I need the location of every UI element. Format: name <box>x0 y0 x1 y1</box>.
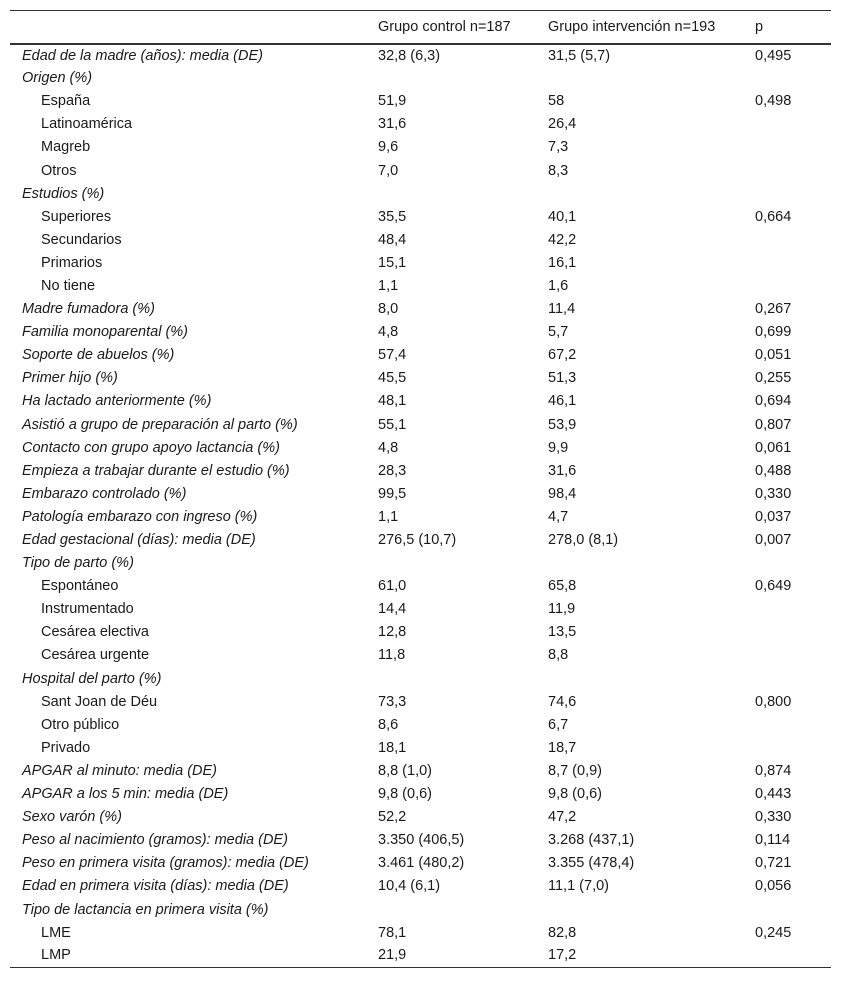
row-label: Edad en primera visita (días): media (DE) <box>22 878 289 895</box>
cell-control-value <box>378 182 548 205</box>
table-row <box>10 505 831 528</box>
cell-intervention-value: 6,7 <box>548 716 569 733</box>
table-row <box>10 621 831 644</box>
row-label: Soporte de abuelos (%) <box>22 347 175 364</box>
cell-intervention-value: 46,1 <box>548 393 577 410</box>
row-label: APGAR a los 5 min: media (DE) <box>22 786 229 803</box>
row-label: Ha lactado anteriormente (%) <box>22 393 212 410</box>
characteristics-table <box>10 10 831 968</box>
table-container <box>10 10 831 968</box>
cell-p-value <box>755 598 831 621</box>
cell-p-value <box>755 667 831 690</box>
cell-control-value: 9,8 (0,6) <box>378 786 432 803</box>
cell-intervention-value: 11,9 <box>548 601 576 618</box>
table-row <box>10 552 831 575</box>
cell-p-value: 0,061 <box>755 439 792 456</box>
cell-intervention-value: 11,4 <box>548 301 576 318</box>
table-row <box>10 944 831 967</box>
table-row <box>10 228 831 251</box>
cell-p-value: 0,664 <box>755 208 792 225</box>
cell-p-value <box>755 736 831 759</box>
cell-control-value: 99,5 <box>378 485 407 502</box>
row-label: Espontáneo <box>41 578 119 595</box>
cell-control-value: 31,6 <box>378 116 407 133</box>
table-row <box>10 482 831 505</box>
cell-control-value <box>378 898 548 921</box>
cell-control-value: 28,3 <box>378 462 407 479</box>
table-row <box>10 274 831 297</box>
row-label: Primarios <box>41 254 103 271</box>
cell-control-value: 21,9 <box>378 944 548 967</box>
table-row <box>10 528 831 551</box>
cell-intervention-value: 26,4 <box>548 116 577 133</box>
row-label: Peso en primera visita (gramos): media (DE) <box>22 855 309 872</box>
table-row <box>10 736 831 759</box>
header-variable <box>10 11 378 44</box>
cell-p-value <box>755 713 831 736</box>
cell-control-value: 35,5 <box>378 208 407 225</box>
cell-intervention-value: 4,7 <box>548 508 569 525</box>
table-row <box>10 205 831 228</box>
cell-control-value: 57,4 <box>378 347 407 364</box>
cell-control-value: 1,1 <box>378 277 399 294</box>
table-row <box>10 321 831 344</box>
table-row <box>10 159 831 182</box>
cell-intervention-value <box>548 182 755 205</box>
cell-p-value <box>755 159 831 182</box>
cell-p-value: 0,488 <box>755 462 792 479</box>
cell-control-value: 4,8 <box>378 324 399 341</box>
table-row <box>10 182 831 205</box>
cell-p-value: 0,800 <box>755 693 792 710</box>
table-row <box>10 598 831 621</box>
cell-control-value <box>378 552 548 575</box>
row-label: Edad de la madre (años): media (DE) <box>22 47 263 64</box>
row-label: Hospital del parto (%) <box>22 670 162 687</box>
cell-control-value: 73,3 <box>378 693 407 710</box>
cell-control-value: 51,9 <box>378 93 407 110</box>
table-row <box>10 852 831 875</box>
row-label: Cesárea urgente <box>41 647 150 664</box>
row-label: Madre fumadora (%) <box>22 301 155 318</box>
cell-control-value: 7,0 <box>378 162 399 179</box>
row-label: Superiores <box>41 208 112 225</box>
table-row <box>10 713 831 736</box>
cell-p-value: 0,699 <box>755 324 792 341</box>
cell-p-value <box>755 552 831 575</box>
table-row <box>10 67 831 90</box>
cell-p-value <box>755 621 831 644</box>
cell-p-value <box>755 644 831 667</box>
cell-p-value: 0,051 <box>755 347 792 364</box>
cell-p-value: 0,498 <box>755 93 792 110</box>
cell-intervention-value: 40,1 <box>548 208 577 225</box>
row-label: Edad gestacional (días): media (DE) <box>22 532 256 549</box>
cell-control-value: 55,1 <box>378 416 407 433</box>
cell-p-value: 0,245 <box>755 924 792 941</box>
row-label: Sant Joan de Déu <box>41 693 158 710</box>
row-label: Estudios (%) <box>22 185 105 202</box>
cell-intervention-value <box>548 67 755 90</box>
cell-intervention-value: 11,1 (7,0) <box>548 878 609 895</box>
table-row <box>10 759 831 782</box>
row-label: Cesárea electiva <box>41 624 149 641</box>
row-label: Primer hijo (%) <box>22 370 118 387</box>
table-row <box>10 413 831 436</box>
cell-intervention-value <box>548 552 755 575</box>
cell-intervention-value: 278,0 (8,1) <box>548 532 619 549</box>
row-label: Asistió a grupo de preparación al parto (%) <box>22 416 298 433</box>
table-row <box>10 251 831 274</box>
row-label: Otro público <box>41 716 120 733</box>
row-label: Instrumentado <box>41 601 134 618</box>
table-row <box>10 783 831 806</box>
cell-p-value: 0,330 <box>755 485 792 502</box>
cell-p-value: 0,495 <box>755 47 792 64</box>
cell-intervention-value: 3.355 (478,4) <box>548 855 635 872</box>
cell-control-value: 61,0 <box>378 578 407 595</box>
cell-control-value: 1,1 <box>378 508 399 525</box>
cell-intervention-value: 9,8 (0,6) <box>548 786 602 803</box>
table-row <box>10 898 831 921</box>
row-label: Latinoamérica <box>41 116 133 133</box>
cell-control-value: 3.461 (480,2) <box>378 855 465 872</box>
cell-control-value: 10,4 (6,1) <box>378 878 441 895</box>
row-label: No tiene <box>41 277 96 294</box>
cell-p-value: 0,037 <box>755 508 792 525</box>
table-row <box>10 390 831 413</box>
cell-p-value: 0,330 <box>755 809 792 826</box>
cell-control-value: 15,1 <box>378 254 407 271</box>
row-label: Tipo de parto (%) <box>22 555 134 572</box>
cell-intervention-value: 17,2 <box>548 944 755 967</box>
row-label: Otros <box>41 162 77 179</box>
header-p-value: p <box>755 11 831 44</box>
table-row <box>10 806 831 829</box>
cell-control-value: 11,8 <box>378 647 406 664</box>
cell-intervention-value: 47,2 <box>548 809 577 826</box>
header-intervention-group: Grupo intervención n=193 <box>548 11 755 44</box>
row-label: LME <box>41 924 71 941</box>
cell-p-value: 0,114 <box>755 832 791 849</box>
table-row <box>10 875 831 898</box>
cell-intervention-value: 7,3 <box>548 139 569 156</box>
row-label: Tipo de lactancia en primera visita (%) <box>22 901 269 918</box>
cell-intervention-value: 8,8 <box>548 647 569 664</box>
table-row <box>10 113 831 136</box>
cell-intervention-value: 3.268 (437,1) <box>548 832 635 849</box>
cell-p-value: 0,721 <box>755 855 792 872</box>
cell-intervention-value: 98,4 <box>548 485 577 502</box>
cell-intervention-value: 13,5 <box>548 624 577 641</box>
cell-intervention-value: 42,2 <box>548 231 577 248</box>
table-row <box>10 667 831 690</box>
cell-p-value: 0,007 <box>755 532 792 549</box>
cell-intervention-value <box>548 898 755 921</box>
cell-p-value: 0,255 <box>755 370 792 387</box>
cell-intervention-value <box>548 667 755 690</box>
table-row <box>10 136 831 159</box>
table-body <box>10 44 831 968</box>
cell-intervention-value: 65,8 <box>548 578 577 595</box>
cell-p-value <box>755 274 831 297</box>
cell-intervention-value: 51,3 <box>548 370 577 387</box>
cell-intervention-value: 8,3 <box>548 162 569 179</box>
cell-p-value <box>755 136 831 159</box>
cell-p-value <box>755 113 831 136</box>
cell-control-value: 45,5 <box>378 370 407 387</box>
cell-control-value: 12,8 <box>378 624 407 641</box>
cell-control-value: 4,8 <box>378 439 399 456</box>
cell-intervention-value: 5,7 <box>548 324 569 341</box>
cell-control-value: 8,6 <box>378 716 399 733</box>
cell-intervention-value: 18,7 <box>548 739 577 756</box>
cell-p-value: 0,807 <box>755 416 792 433</box>
table-row <box>10 298 831 321</box>
row-label: LMP <box>10 944 378 967</box>
cell-p-value <box>755 228 831 251</box>
row-label: Patología embarazo con ingreso (%) <box>22 508 258 525</box>
cell-intervention-value: 31,5 (5,7) <box>548 47 611 64</box>
row-label: Secundarios <box>41 231 122 248</box>
cell-intervention-value: 82,8 <box>548 924 577 941</box>
row-label: Privado <box>41 739 91 756</box>
cell-intervention-value: 16,1 <box>548 254 577 271</box>
row-label: Empieza a trabajar durante el estudio (%) <box>22 462 290 479</box>
cell-control-value: 32,8 (6,3) <box>378 47 441 64</box>
cell-p-value <box>755 251 831 274</box>
row-label: APGAR al minuto: media (DE) <box>22 762 218 779</box>
cell-control-value: 52,2 <box>378 809 407 826</box>
table-row <box>10 44 831 67</box>
cell-intervention-value: 9,9 <box>548 439 569 456</box>
cell-control-value: 3.350 (406,5) <box>378 832 465 849</box>
cell-p-value: 0,056 <box>755 878 792 895</box>
cell-p-value <box>755 944 831 967</box>
cell-p-value: 0,649 <box>755 578 792 595</box>
cell-p-value <box>755 182 831 205</box>
cell-control-value: 8,8 (1,0) <box>378 762 432 779</box>
table-row <box>10 344 831 367</box>
row-label: España <box>41 93 91 110</box>
row-label: Origen (%) <box>22 70 93 87</box>
row-label: Peso al nacimiento (gramos): media (DE) <box>22 832 288 849</box>
table-row <box>10 367 831 390</box>
table-row <box>10 575 831 598</box>
cell-intervention-value: 74,6 <box>548 693 577 710</box>
cell-p-value: 0,267 <box>755 301 792 318</box>
table-row <box>10 90 831 113</box>
cell-control-value: 48,1 <box>378 393 407 410</box>
table-header-row <box>10 11 831 44</box>
cell-p-value <box>755 67 831 90</box>
cell-control-value: 14,4 <box>378 601 407 618</box>
row-label: Magreb <box>41 139 91 156</box>
cell-control-value: 276,5 (10,7) <box>378 532 457 549</box>
cell-p-value: 0,443 <box>755 786 792 803</box>
header-control-group: Grupo control n=187 <box>378 11 548 44</box>
cell-control-value: 8,0 <box>378 301 399 318</box>
cell-intervention-value: 67,2 <box>548 347 577 364</box>
row-label: Embarazo controlado (%) <box>22 485 187 502</box>
row-label: Sexo varón (%) <box>22 809 122 826</box>
row-label: Contacto con grupo apoyo lactancia (%) <box>22 439 280 456</box>
cell-control-value: 18,1 <box>378 739 407 756</box>
cell-control-value <box>378 67 548 90</box>
cell-p-value <box>755 898 831 921</box>
table-row <box>10 436 831 459</box>
cell-p-value: 0,874 <box>755 762 792 779</box>
table-row <box>10 459 831 482</box>
cell-control-value: 78,1 <box>378 924 407 941</box>
cell-intervention-value: 58 <box>548 93 565 110</box>
cell-intervention-value: 1,6 <box>548 277 569 294</box>
cell-control-value <box>378 667 548 690</box>
cell-intervention-value: 53,9 <box>548 416 577 433</box>
cell-control-value: 9,6 <box>378 139 399 156</box>
table-row <box>10 921 831 944</box>
row-label: Familia monoparental (%) <box>22 324 189 341</box>
cell-intervention-value: 8,7 (0,9) <box>548 762 602 779</box>
table-row <box>10 829 831 852</box>
table-row <box>10 644 831 667</box>
cell-p-value: 0,694 <box>755 393 792 410</box>
table-row <box>10 690 831 713</box>
cell-intervention-value: 31,6 <box>548 462 577 479</box>
cell-control-value: 48,4 <box>378 231 407 248</box>
